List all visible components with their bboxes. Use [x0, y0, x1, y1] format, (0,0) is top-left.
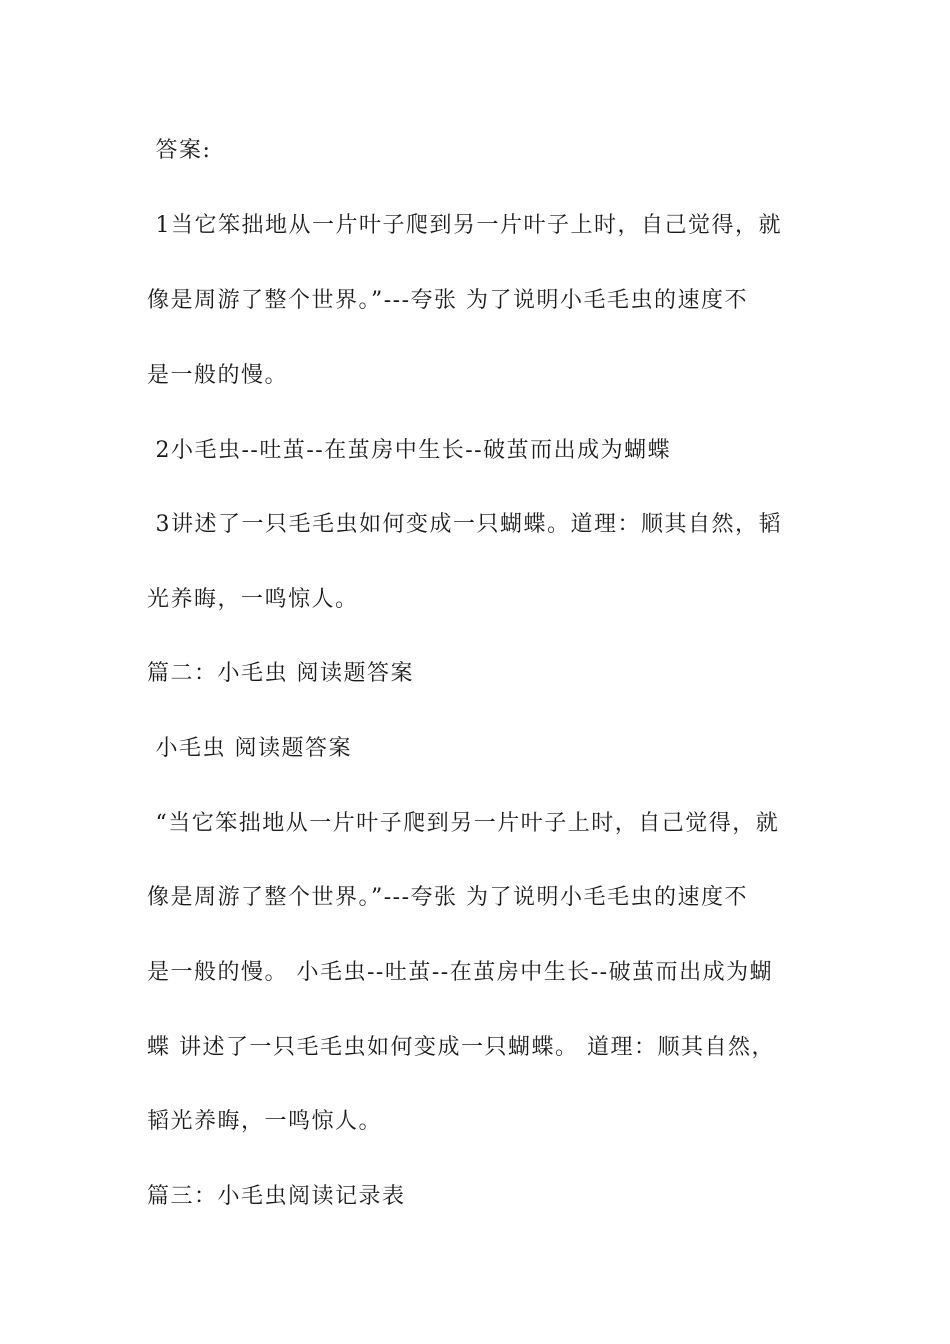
section-2-subtitle: 小毛虫 阅读题答案 — [147, 736, 352, 761]
section-2-para-line-1: “当它笨拙地从一片叶子爬到另一片叶子上时，自己觉得，就 — [147, 811, 780, 836]
section-2-para-line-2: 像是周游了整个世界。”---夸张 为了说明小毛毛虫的速度不 — [147, 885, 749, 910]
answer-2-line: 2小毛虫--吐茧--在茧房中生长--破茧而出成为蝴蝶 — [147, 438, 672, 463]
answer-3-line-1: 3讲述了一只毛毛虫如何变成一只蝴蝶。道理：顺其自然，韬 — [147, 512, 782, 537]
answer-1-line-3: 是一般的慢。 — [147, 363, 289, 388]
answer-1-line-1: 1当它笨拙地从一片叶子爬到另一片叶子上时，自己觉得，就 — [147, 213, 782, 238]
section-2-para-line-5: 韬光养晦，一鸣惊人。 — [147, 1109, 383, 1134]
section-2-heading: 篇二：小毛虫 阅读题答案 — [147, 661, 414, 686]
answer-heading: 答案: — [147, 138, 212, 163]
section-3-heading: 篇三：小毛虫阅读记录表 — [147, 1184, 406, 1209]
answer-1-line-2: 像是周游了整个世界。”---夸张 为了说明小毛毛虫的速度不 — [147, 288, 749, 313]
section-2-para-line-3: 是一般的慢。 小毛虫--吐茧--在茧房中生长--破茧而出成为蝴 — [147, 960, 774, 985]
answer-3-line-2: 光养晦，一鸣惊人。 — [147, 587, 359, 612]
section-2-para-line-4: 蝶 讲述了一只毛毛虫如何变成一只蝴蝶。 道理：顺其自然， — [147, 1035, 775, 1060]
